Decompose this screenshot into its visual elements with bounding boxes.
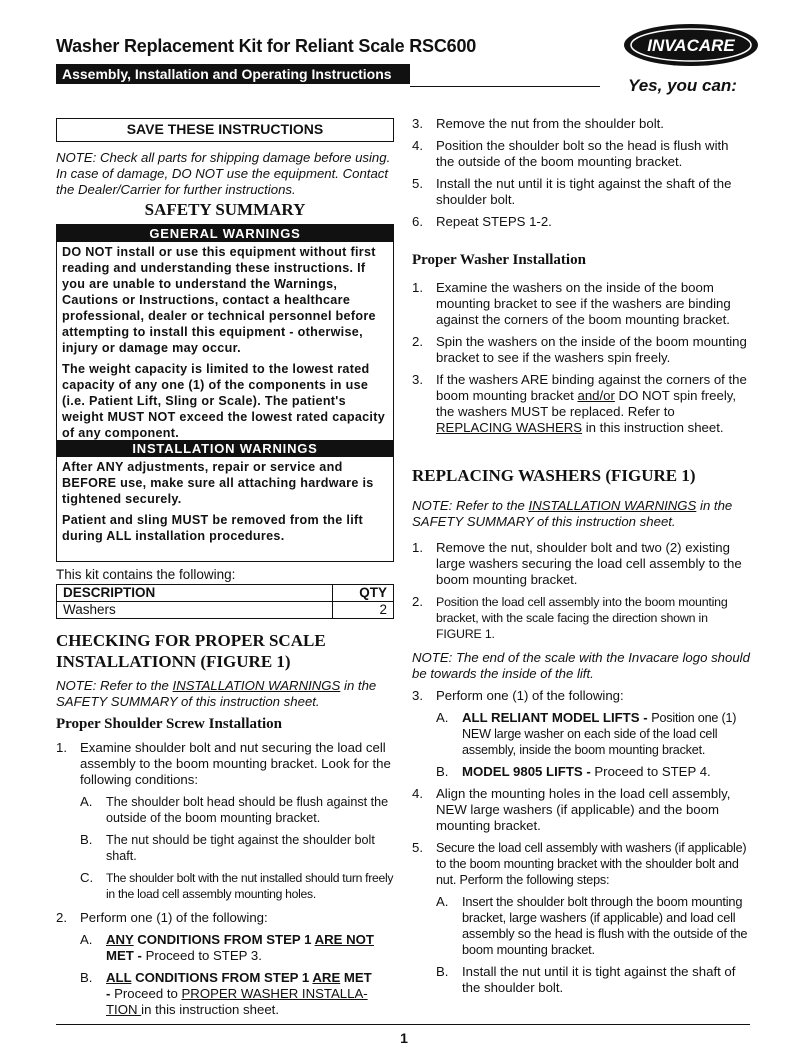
list-item: A. ALL RELIANT MODEL LIFTS - Position one (1) NEW large washer on each side of the load cell assembly, inside the boom mounting bracket. xyxy=(436,710,737,757)
list-item: A. ANY CONDITIONS FROM STEP 1 ARE NOT MET - Proceed to STEP 3. xyxy=(80,932,374,963)
list-item: 3. Perform one (1) of the following: xyxy=(412,688,624,703)
list-item: B. The nut should be tight against the shoulder bolt shaft. xyxy=(80,832,375,863)
list-item: 1. Examine shoulder bolt and nut securing the load cell assembly to the boom mounting bracket. Look for the following conditions: xyxy=(56,740,391,787)
replacing-steps xyxy=(412,540,750,996)
shipping-note: NOTE: Check all parts for shipping damage before using. In case of damage, DO NOT use the equipment. Contact the Dealer/Carrier for further instructions. xyxy=(56,150,391,197)
installation-warnings-heading: INSTALLATION WARNINGS xyxy=(57,440,393,457)
general-warning-1: DO NOT install or use this equipment without first reading and understanding these instructions. If you are unable to understand the Warnings, Cautions or Instructions, contact a healthcare professional, dealer or technical personnel before attempting to install this equipment - otherwise, injury or damage may occur. xyxy=(62,245,376,355)
table-cell: 2 xyxy=(333,602,394,619)
shoulder-steps xyxy=(56,740,394,1018)
list-item: 2. Spin the washers on the inside of the boom mounting bracket to see if the washers spin freely. xyxy=(412,334,747,365)
table-header-row xyxy=(57,585,394,602)
list-item: A. Insert the shoulder bolt through the boom mounting bracket, large washers (if applicable) and load cell assembly so the head is flush with the outside of the boom mounting bracket. xyxy=(436,894,748,957)
list-item: 5. Secure the load cell assembly with washers (if applicable) to the boom mounting bracket with the shoulder bolt and nut. Perform the following steps: xyxy=(412,840,747,887)
list-item: 3. Remove the nut from the shoulder bolt. xyxy=(412,116,664,131)
general-warnings-heading: GENERAL WARNINGS xyxy=(57,225,393,242)
list-item: 4. Align the mounting holes in the load cell assembly, NEW large washers (if applicable) and the boom mounting bracket. xyxy=(412,786,731,833)
list-item: B. ALL CONDITIONS FROM STEP 1 ARE MET - Proceed to PROPER WASHER INSTALLA- TION in this instruction sheet. xyxy=(80,970,372,1017)
general-warning-2: The weight capacity is limited to the lowest rated capacity of any one (1) of the components in use (i.e. Patient Lift, Sling or Scale). The patient's weight MUST NOT exceed the lowest rated capacity of any component. xyxy=(62,362,386,440)
tagline: Yes, you can: xyxy=(628,76,737,95)
checking-heading: CHECKING FOR PROPER SCALE INSTALLATIONN (FIGURE 1) xyxy=(56,631,326,671)
list-item: 5. Install the nut until it is tight against the shaft of the shoulder bolt. xyxy=(412,176,732,207)
logo-text: INVACARE xyxy=(647,36,735,55)
footer-rule xyxy=(56,1024,750,1025)
list-item: 6. Repeat STEPS 1-2. xyxy=(412,214,552,229)
header-rule xyxy=(410,86,600,87)
shoulder-screw-heading: Proper Shoulder Screw Installation xyxy=(56,716,282,732)
washer-installation-heading: Proper Washer Installation xyxy=(412,252,586,268)
list-item: 3. If the washers ARE binding against the corners of the boom mounting bracket and/or DO NOT spin freely, the washers MUST be replaced. Refer to REPLACING WASHERS in this instruction sheet. xyxy=(412,372,747,435)
installation-warning-2: Patient and sling MUST be removed from the lift during ALL installation procedures. xyxy=(62,513,363,543)
washer-steps xyxy=(412,280,750,436)
list-item: B. Install the nut until it is tight against the shaft of the shoulder bolt. xyxy=(436,964,736,995)
list-item: 2. Position the load cell assembly into the boom mounting bracket, with the scale facing the direction shown in FIGURE 1. xyxy=(412,594,728,641)
list-item: A. The shoulder bolt head should be flush against the outside of the boom mounting bracket. xyxy=(80,794,389,825)
table-cell: Washers xyxy=(57,602,333,619)
table-header-cell: DESCRIPTION xyxy=(57,585,333,602)
table-header-cell: QTY xyxy=(333,585,394,602)
kit-table xyxy=(56,584,394,619)
logo-note: NOTE: The end of the scale with the Invacare logo should be towards the inside of the lift. xyxy=(412,650,750,681)
replacing-washers-heading: REPLACING WASHERS (FIGURE 1) xyxy=(412,466,696,485)
shoulder-steps-continued xyxy=(412,116,750,230)
document-title: Washer Replacement Kit for Reliant Scale RSC600 xyxy=(56,36,477,56)
page-number: 1 xyxy=(400,1030,408,1046)
warnings-box xyxy=(56,224,394,562)
list-item: 1. Examine the washers on the inside of the boom mounting bracket to see if the washers are binding against the corners of the boom mounting bracket. xyxy=(412,280,731,327)
replacing-note: NOTE: Refer to the INSTALLATION WARNINGS in the SAFETY SUMMARY of this instruction sheet. xyxy=(412,498,733,529)
invacare-logo xyxy=(622,22,760,68)
installation-warning-1: After ANY adjustments, repair or service and BEFORE use, make sure all attaching hardware is tightened securely. xyxy=(62,460,374,506)
table-row xyxy=(57,602,394,619)
checking-note: NOTE: Refer to the INSTALLATION WARNINGS in the SAFETY SUMMARY of this instruction sheet. xyxy=(56,678,377,709)
subtitle-bar: Assembly, Installation and Operating Instructions xyxy=(56,64,410,84)
save-instructions-box: SAVE THESE INSTRUCTIONS xyxy=(56,118,394,142)
safety-summary-heading: SAFETY SUMMARY xyxy=(144,200,306,219)
list-item: 1. Remove the nut, shoulder bolt and two (2) existing large washers securing the load cell assembly to the boom mounting bracket. xyxy=(412,540,742,587)
list-item: 4. Position the shoulder bolt so the head is flush with the outside of the boom mounting bracket. xyxy=(412,138,729,169)
list-item: B. MODEL 9805 LIFTS - Proceed to STEP 4. xyxy=(436,764,711,779)
kit-intro: This kit contains the following: xyxy=(56,567,236,582)
list-item: 2. Perform one (1) of the following: xyxy=(56,910,268,925)
list-item: C. The shoulder bolt with the nut installed should turn freely in the load cell assembly mounting holes. xyxy=(80,870,394,901)
